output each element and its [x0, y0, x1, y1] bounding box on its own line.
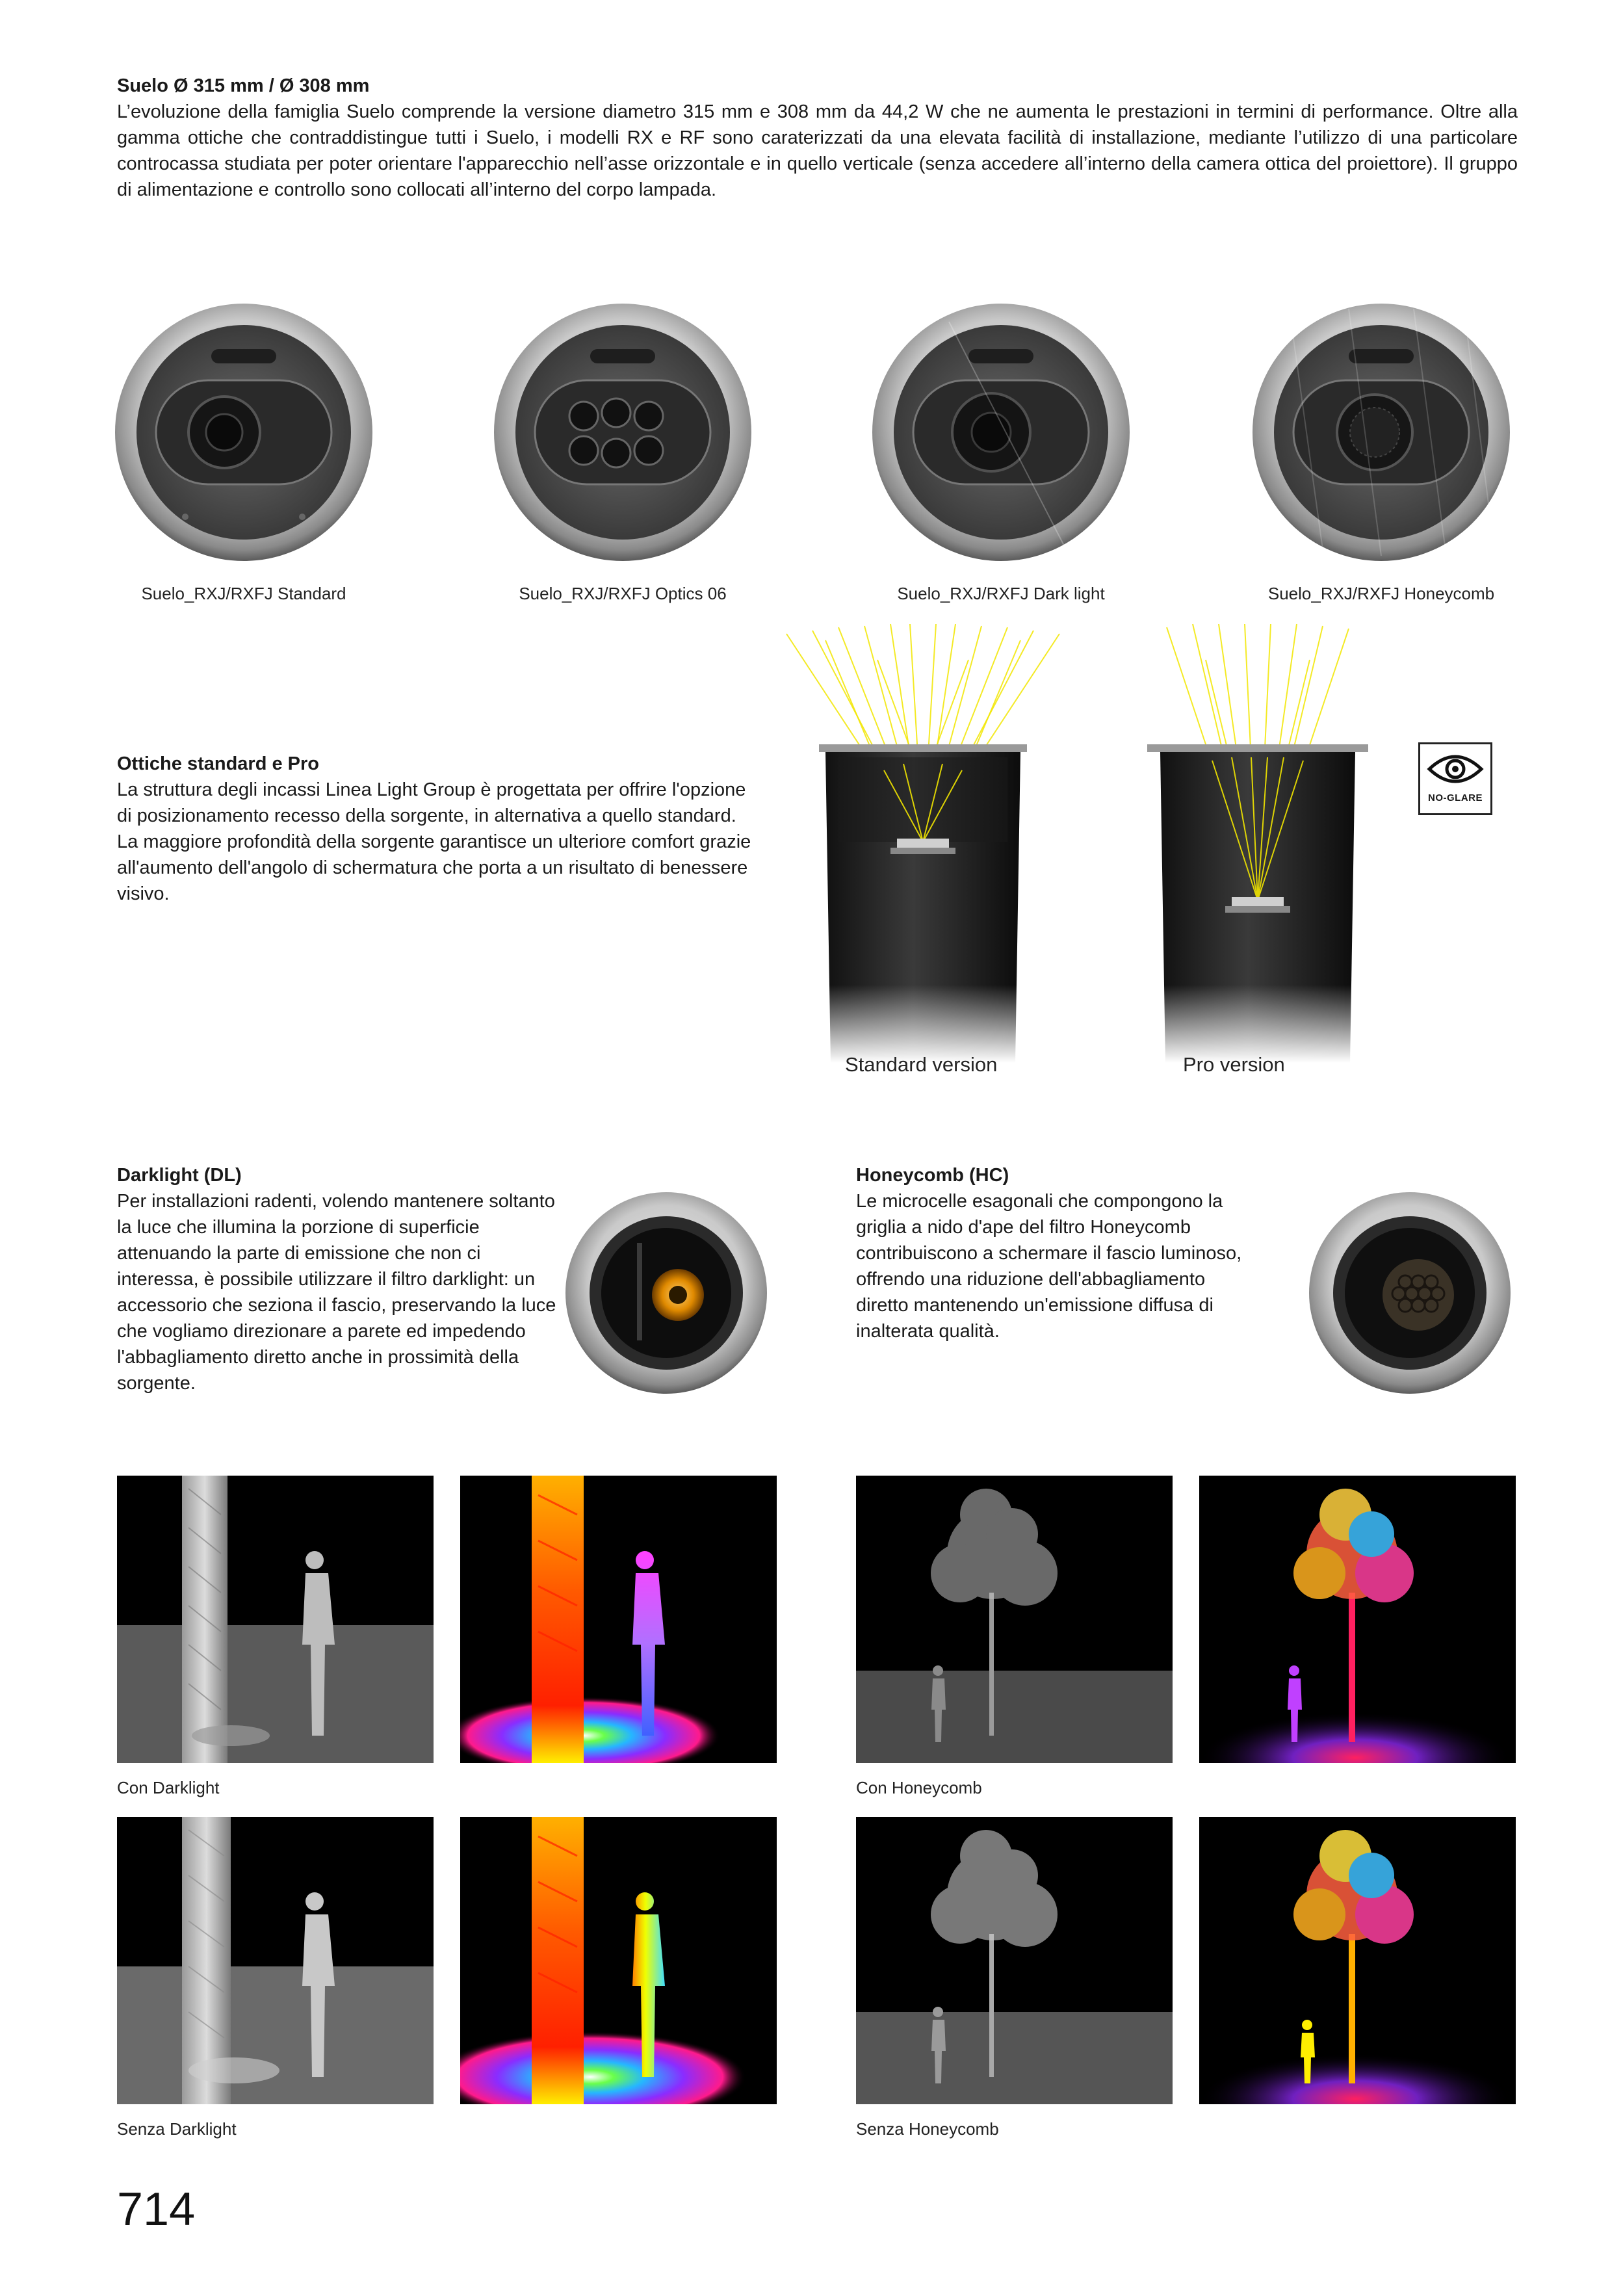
intro-paragraph: L’evoluzione della famiglia Suelo comprende la versione diametro 315 mm e 308 mm da 44,2 W che ne aumenta le prestazioni in termini di performance. Oltre alla gamma ottiche che contraddistingue tutti i Suelo, i modelli RX e RF sono caraterizzati da una elevata facilità di installazione, mediante l’utilizzo di una particolare controcassa studiata per poter orientare l'apparecchio nell’asse orizzontale e in quello verticale (senza accedere all’interno della camera ottica del proiettore). Il gruppo di alimentazione e controllo sono collocati all’interno del corpo lampada.: [117, 101, 1518, 200]
product-caption: Suelo_RXJ/RXFJ Dark light: [897, 584, 1105, 603]
render-darklight-gray: [117, 1476, 434, 1763]
honeycomb-filter-icon: [1308, 1191, 1513, 1396]
section-title-optics: Ottiche standard e Pro: [117, 753, 320, 774]
product-caption: Suelo_RXJ/RXFJ Honeycomb: [1267, 584, 1495, 603]
product-card: [493, 302, 753, 562]
fixture-darklight-icon: [871, 302, 1131, 562]
standard-version-label: Standard version: [845, 1053, 998, 1076]
product-card: [114, 302, 374, 562]
render-no-honeycomb-heatmap: [1199, 1817, 1516, 2104]
fixture-standard-icon: [114, 302, 374, 562]
render-no-darklight-gray: [117, 1817, 434, 2104]
fixture-optics06-icon: [493, 302, 753, 562]
caption-with-honeycomb: Con Honeycomb: [856, 1778, 982, 1797]
product-caption: Suelo_RXJ/RXFJ Standard: [141, 584, 346, 603]
product-caption: Suelo_RXJ/RXFJ Optics 06: [519, 584, 727, 603]
darklight-fixture-image: [564, 1191, 769, 1396]
render-honeycomb-heatmap: [1199, 1476, 1516, 1763]
darklight-paragraph: Per installazioni radenti, volendo mantenere soltanto la luce che illumina la porzione di superficie attenuando la parte di emissione che non ci interessa, è possibile utilizzare il filtro darklight: un accessorio che seziona il fascio, preservando la luce che vogliamo direzionare a parete ed impedendo l'abbagliamento diretto anche in prossimità della sorgente.: [117, 1191, 556, 1394]
product-card: [871, 302, 1131, 562]
darklight-filter-icon: [564, 1191, 769, 1396]
no-glare-badge: [1418, 742, 1492, 815]
eye-icon: [1420, 747, 1490, 792]
caption-without-darklight: Senza Darklight: [117, 2119, 237, 2139]
honeycomb-paragraph: Le microcelle esagonali che compongono la griglia a nido d'ape del filtro Honeycomb contribuiscono a schermare il fascio luminoso, offrendo una riduzione dell'abbagliamento diretto mantenendo un'emissione diffusa di inalterata qualità.: [856, 1191, 1242, 1342]
honeycomb-fixture-image: [1308, 1191, 1513, 1396]
pro-version-diagram: [1141, 621, 1375, 1063]
optics-paragraph: La struttura degli incassi Linea Light Group è progettata per offrire l'opzione di posizionamento recesso della sorgente, in alternativa a quello standard. La maggiore profondità della sorgente garantisce un ulteriore comfort grazie all'aumento dell'angolo di schermatura che porta a un risultato di benessere visivo.: [117, 779, 751, 904]
render-honeycomb-gray: [856, 1476, 1173, 1763]
standard-version-diagram: [773, 621, 1072, 1063]
pro-version-label: Pro version: [1183, 1053, 1285, 1076]
caption-with-darklight: Con Darklight: [117, 1778, 220, 1797]
fixture-honeycomb-icon: [1251, 302, 1511, 562]
product-card: [1251, 302, 1511, 562]
section-title-suelo: Suelo Ø 315 mm / Ø 308 mm: [117, 75, 370, 96]
section-title-honeycomb: Honeycomb (HC): [856, 1165, 1009, 1186]
product-row: [0, 299, 1623, 611]
render-no-honeycomb-gray: [856, 1817, 1173, 2104]
page-number: 714: [117, 2184, 196, 2236]
section-title-darklight: Darklight (DL): [117, 1165, 242, 1186]
render-darklight-heatmap: [460, 1476, 777, 1763]
caption-without-honeycomb: Senza Honeycomb: [856, 2119, 999, 2139]
render-no-darklight-heatmap: [460, 1817, 777, 2104]
no-glare-label: NO-GLARE: [1428, 792, 1483, 803]
